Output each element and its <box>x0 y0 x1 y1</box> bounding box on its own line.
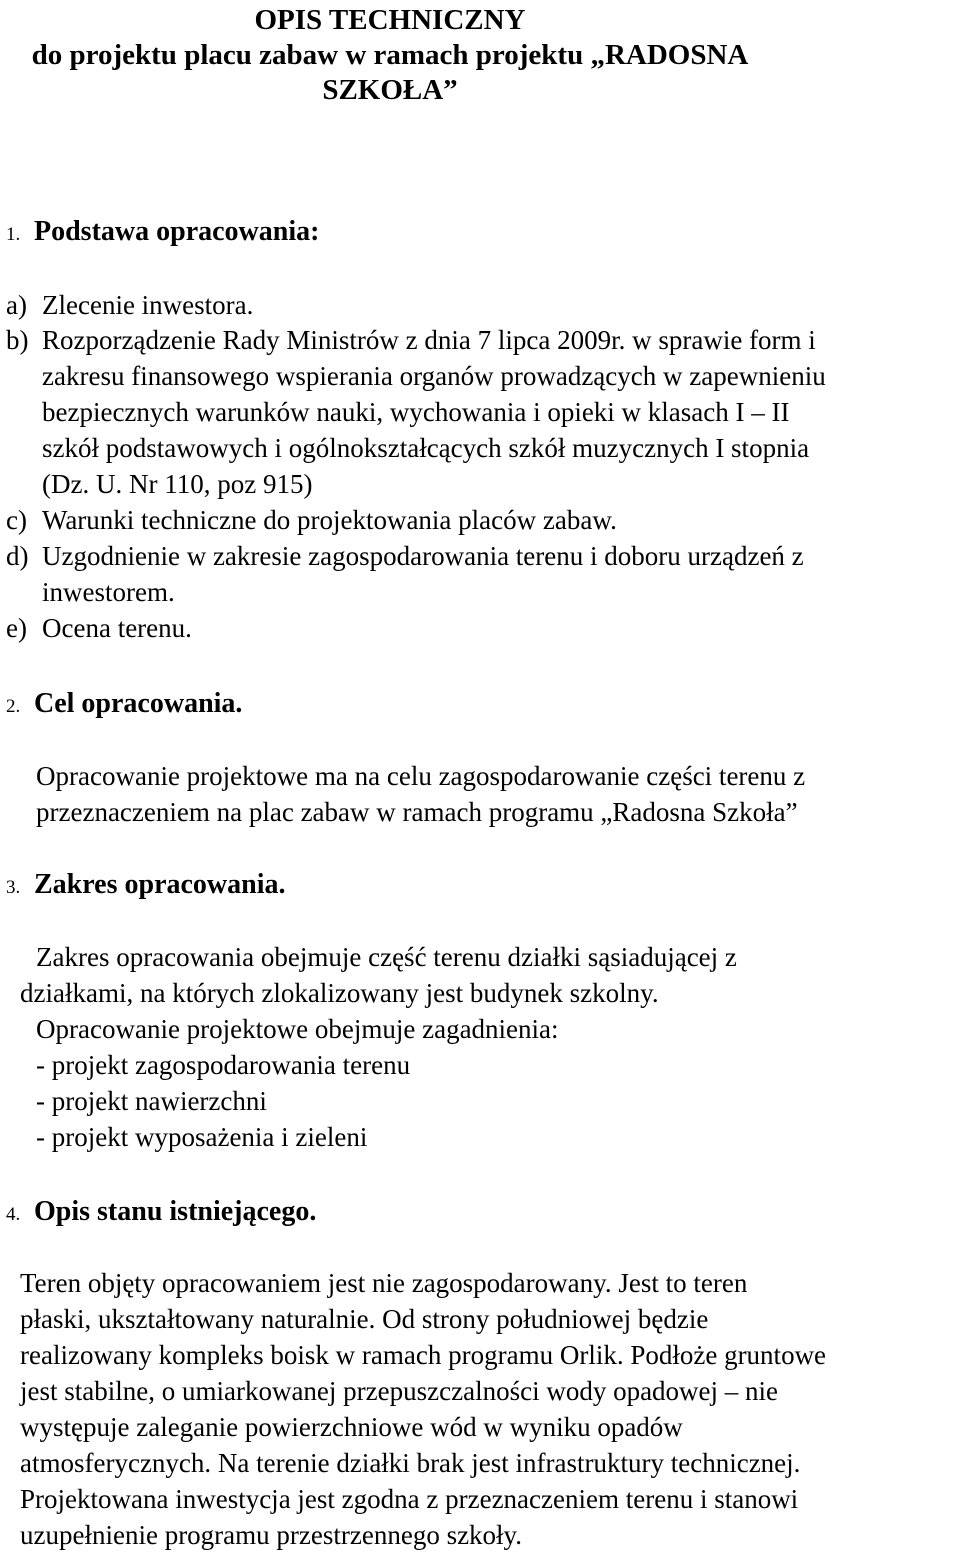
section-4-paragraph-line-6: atmosferycznych. Na terenie działki brak jest infrastruktury technicznej. <box>20 1448 801 1478</box>
list-text: Zlecenie inwestora. <box>42 290 254 320</box>
section-3-bullet-1: - projekt zagospodarowania terenu <box>36 1050 411 1080</box>
section-2-paragraph-line-1: Opracowanie projektowe ma na celu zagospodarowanie części terenu z <box>36 761 806 791</box>
section-2-title: Cel opracowania. <box>34 688 243 719</box>
section-3-bullet-2: - projekt nawierzchni <box>36 1086 267 1116</box>
section-4-paragraph-line-8: uzupełnienie programu przestrzennego szkoły. <box>20 1520 523 1550</box>
list-item-d-line-2: inwestorem. <box>42 577 175 607</box>
section-4-paragraph-line-2: płaski, ukształtowany naturalnie. Od strony południowej będzie <box>20 1304 709 1334</box>
section-3-bullet-3: - projekt wyposażenia i zieleni <box>36 1122 368 1152</box>
list-item-b <box>6 323 816 357</box>
list-item-b-line-2: zakresu finansowego wspierania organów prowadzących w zapewnieniu <box>42 361 826 391</box>
list-label: e) <box>6 613 27 643</box>
section-4-paragraph-line-7: Projektowana inwestycja jest zgodna z przeznaczeniem terenu i stanowi <box>20 1484 799 1514</box>
document-title: OPIS TECHNICZNY <box>254 4 526 36</box>
list-item-e <box>6 611 192 645</box>
section-4-paragraph-line-5: występuje zaleganie powierzchniowe wód w wyniku opadów <box>20 1412 683 1442</box>
section-1-number: 1. <box>6 224 21 245</box>
list-item-b-line-4: szkół podstawowych i ogólnokształcących szkół muzycznych I stopnia <box>42 433 810 463</box>
list-label: a) <box>6 290 27 320</box>
list-item-b-line-5: (Dz. U. Nr 110, poz 915) <box>42 469 313 499</box>
section-3-title: Zakres opracowania. <box>34 869 286 900</box>
section-4-paragraph-line-4: jest stabilne, o umiarkowanej przepuszczalności wody opadowej – nie <box>20 1376 779 1406</box>
section-4-number: 4. <box>6 1204 21 1225</box>
section-3-paragraph-line-3: Opracowanie projektowe obejmuje zagadnienia: <box>36 1014 559 1044</box>
section-1-heading <box>6 214 319 254</box>
list-label: c) <box>6 505 27 535</box>
section-3-paragraph-line-1: Zakres opracowania obejmuje część terenu działki sąsiadującej z <box>36 942 737 972</box>
section-2-number: 2. <box>6 696 21 717</box>
list-label: d) <box>6 541 29 571</box>
list-text: Uzgodnienie w zakresie zagospodarowania terenu i doboru urządzeń z <box>42 541 804 571</box>
section-3-paragraph-line-2: działkami, na których zlokalizowany jest budynek szkolny. <box>20 978 659 1008</box>
list-item-d <box>6 539 804 573</box>
section-4-paragraph-line-1: Teren objęty opracowaniem jest nie zagospodarowany. Jest to teren <box>20 1268 748 1298</box>
document-subtitle-line-1: do projektu placu zabaw w ramach projektu „RADOSNA <box>31 39 749 71</box>
document-subtitle-line-2: SZKOŁA” <box>322 74 458 106</box>
list-item-c <box>6 503 617 537</box>
list-text: Ocena terenu. <box>42 613 192 643</box>
section-3-number: 3. <box>6 877 21 898</box>
list-item-a <box>6 288 253 322</box>
list-text: Rozporządzenie Rady Ministrów z dnia 7 lipca 2009r. w sprawie form i <box>42 325 816 355</box>
list-text: Warunki techniczne do projektowania placów zabaw. <box>42 505 617 535</box>
list-item-b-line-3: bezpiecznych warunków nauki, wychowania i opieki w klasach I – II <box>42 397 790 427</box>
section-3-heading <box>6 867 286 907</box>
section-2-paragraph-line-2: przeznaczeniem na plac zabaw w ramach programu „Radosna Szkoła” <box>36 797 798 827</box>
section-2-heading <box>6 686 242 726</box>
list-label: b) <box>6 325 29 355</box>
section-4-title: Opis stanu istniejącego. <box>34 1196 317 1227</box>
section-4-paragraph-line-3: realizowany kompleks boisk w ramach programu Orlik. Podłoże gruntowe <box>20 1340 827 1370</box>
section-1-title: Podstawa opracowania: <box>34 216 320 247</box>
section-4-heading <box>6 1194 316 1234</box>
